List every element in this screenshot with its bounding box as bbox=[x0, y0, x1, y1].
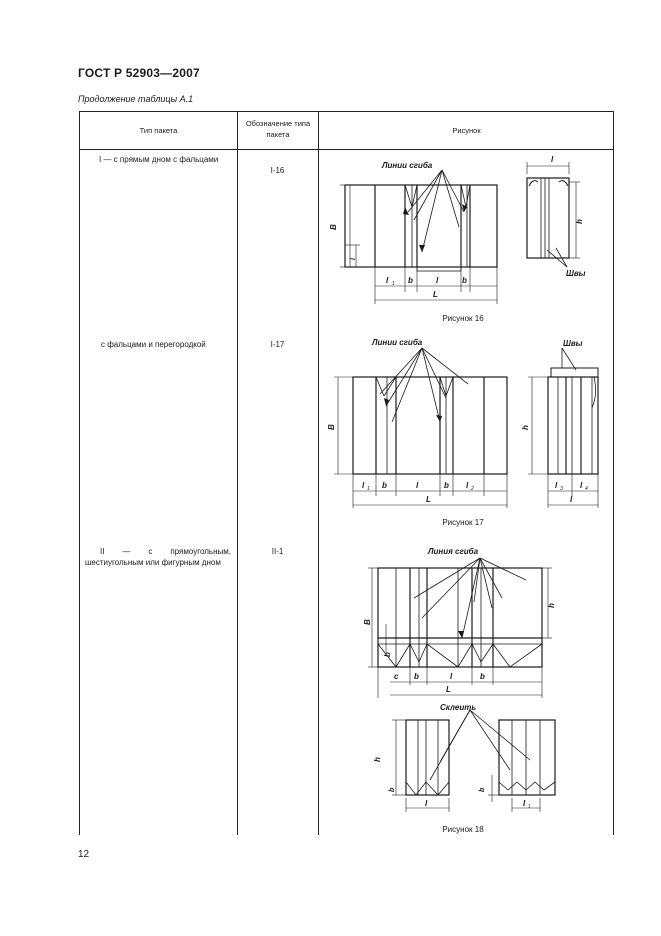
seams-label: Швы bbox=[566, 269, 586, 278]
dim-b-right-label: b bbox=[462, 276, 467, 285]
dim-l4-label-17: l bbox=[580, 481, 583, 490]
figure-16-caption: Рисунок 16 bbox=[442, 314, 484, 323]
dim-l1-label: l bbox=[386, 276, 389, 285]
row3-type: II — с прямоугольным, шестиугольным или фигурным дном bbox=[85, 547, 231, 567]
dim-l-label: l bbox=[436, 276, 439, 285]
dim-l-bottom-label-18: l bbox=[425, 799, 428, 808]
dim-l1-sub: 1 bbox=[392, 281, 395, 287]
header-designation: Обозначение типа пакета bbox=[245, 119, 311, 139]
dim-b-left-label-18: b bbox=[389, 787, 396, 792]
dim-b1-label-18: b bbox=[383, 652, 392, 657]
dim-L-label: L bbox=[433, 290, 438, 299]
dim-h-label: h bbox=[575, 219, 584, 224]
figure-17-drawing bbox=[322, 336, 612, 511]
header-type: Тип пакета bbox=[139, 126, 178, 135]
fold-line-label-18: Линия сгиба bbox=[428, 547, 479, 556]
dim-l-label-18: l bbox=[450, 672, 453, 681]
dim-l-bottom-label-17: l bbox=[570, 495, 573, 504]
fold-lines-label-17: Линии сгиба bbox=[372, 338, 423, 347]
dim-b-label-18: b bbox=[414, 672, 419, 681]
dim-l3-sub-17: 3 bbox=[560, 486, 563, 492]
figure-16-drawing bbox=[330, 152, 600, 314]
dim-b2-label-18: b bbox=[480, 672, 485, 681]
dim-l5-label-18: l bbox=[523, 799, 526, 808]
dim-b-label-17: b bbox=[382, 481, 387, 490]
figure-18-drawing bbox=[330, 540, 600, 822]
dim-b2-label-17: b bbox=[444, 481, 449, 490]
dim-l1-sub-17: 1 bbox=[367, 486, 370, 492]
row2-designation: I-17 bbox=[270, 340, 285, 349]
dim-l2-sub-17: 2 bbox=[471, 486, 474, 492]
document-title: ГОСТ Р 52903—2007 bbox=[78, 66, 200, 80]
row2-type: с фальцами и перегородкой bbox=[101, 340, 206, 349]
glue-label-18: Склеить bbox=[440, 703, 477, 712]
fold-lines-label: Линии сгиба bbox=[382, 161, 433, 170]
dim-l2-label-17: l bbox=[466, 481, 469, 490]
row1-type: I — с прямым дном с фальцами bbox=[99, 155, 219, 164]
dim-l-top-label: l bbox=[551, 155, 554, 164]
dim-B-label-18: B bbox=[363, 619, 372, 625]
page-number: 12 bbox=[78, 849, 90, 860]
row3-designation: II-1 bbox=[271, 547, 284, 556]
dim-l1-side-label: l bbox=[350, 258, 357, 260]
dim-L-label-17: L bbox=[426, 495, 431, 504]
dim-B-label-17: B bbox=[327, 424, 336, 430]
figure-17-caption: Рисунок 17 bbox=[442, 518, 484, 527]
dim-h2-left-label-18: h bbox=[373, 757, 382, 762]
dim-L-label-18: L bbox=[446, 685, 451, 694]
dim-h-label-17: h bbox=[521, 425, 530, 430]
dim-B-label: B bbox=[329, 224, 338, 230]
dim-c-label-18: c bbox=[394, 672, 399, 681]
row1-designation: I-16 bbox=[270, 166, 285, 175]
dim-l1-label-17: l bbox=[362, 481, 365, 490]
dim-b-left-label: b bbox=[408, 276, 413, 285]
dim-l3-label-17: l bbox=[555, 481, 558, 490]
seams-label-17: Швы bbox=[563, 339, 583, 348]
dim-h-label-18: h bbox=[547, 603, 556, 608]
dim-b-right-label-18: b bbox=[479, 787, 486, 792]
dim-l5-sub-18: 1 bbox=[528, 804, 531, 810]
dim-l-label-17: l bbox=[416, 481, 419, 490]
dim-l4-sub-17: 4 bbox=[585, 486, 588, 492]
figure-18-caption: Рисунок 18 bbox=[442, 825, 484, 834]
table-caption: Продолжение таблицы А.1 bbox=[78, 94, 194, 104]
header-figure: Рисунок bbox=[452, 126, 481, 135]
